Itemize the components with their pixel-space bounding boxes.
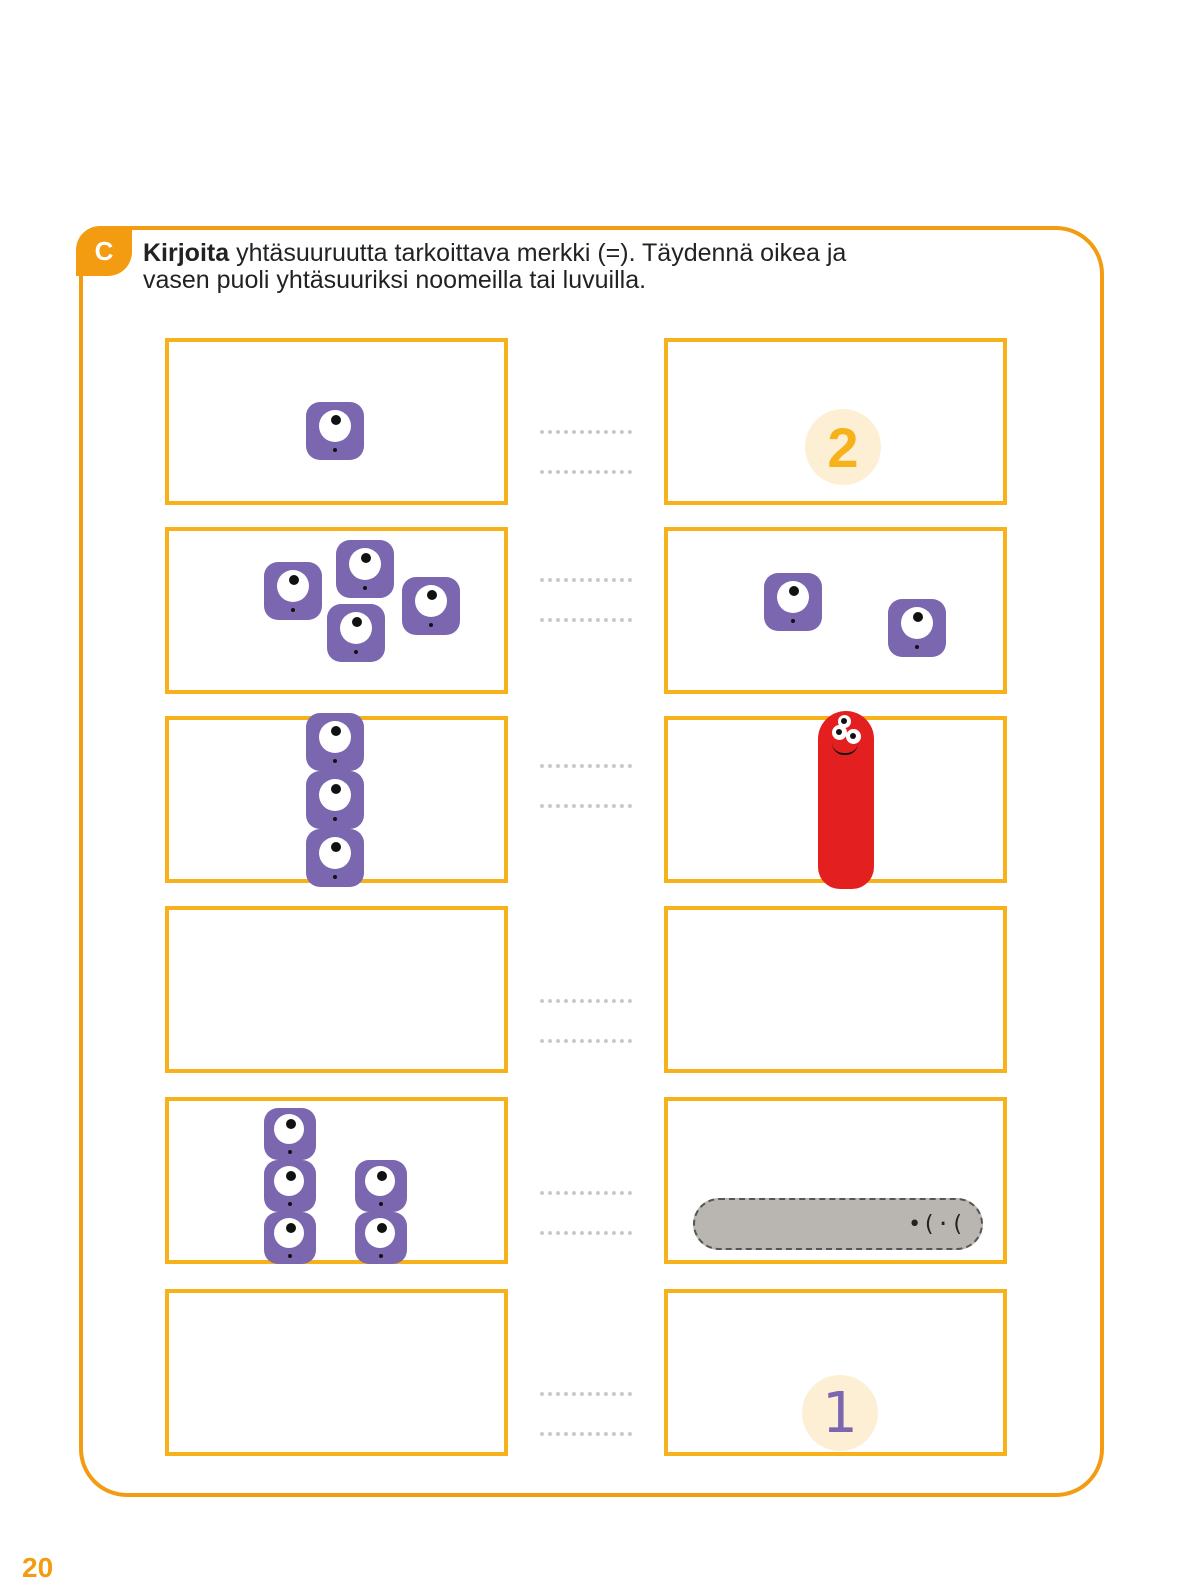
red-noom-icon <box>818 711 874 889</box>
purple-noom-icon <box>764 573 822 631</box>
row-4-answer-line-top[interactable] <box>540 999 632 1003</box>
row-6-answer-line-bottom[interactable] <box>540 1432 632 1436</box>
instruction-line-2: vasen puoli yhtäsuuriksi noomeilla tai luvuilla. <box>143 266 647 294</box>
purple-noom-icon <box>306 829 364 887</box>
row-4-answer-line-bottom[interactable] <box>540 1039 632 1043</box>
grey-noom-icon: •(·( <box>693 1198 983 1250</box>
purple-noom-icon <box>402 577 460 635</box>
purple-noom-icon <box>327 604 385 662</box>
row-1-answer-line-bottom[interactable] <box>540 470 632 474</box>
purple-noom-icon <box>306 402 364 460</box>
purple-noom-icon <box>888 599 946 657</box>
row-1-answer-line-top[interactable] <box>540 430 632 434</box>
number-2-circle: 2 <box>805 409 881 485</box>
purple-noom-icon <box>306 713 364 771</box>
purple-noom-icon <box>336 540 394 598</box>
instruction-bold-word: Kirjoita <box>143 239 230 267</box>
row-3-answer-line-top[interactable] <box>540 764 632 768</box>
row-5-left-box[interactable] <box>165 1097 508 1264</box>
row-2-answer-line-bottom[interactable] <box>540 618 632 622</box>
row-4-left-box[interactable] <box>165 906 508 1073</box>
purple-noom-icon <box>264 1212 316 1264</box>
exercise-instruction <box>143 240 1043 294</box>
purple-noom-icon <box>355 1160 407 1212</box>
row-5-answer-line-top[interactable] <box>540 1191 632 1195</box>
row-4-right-box[interactable] <box>664 906 1007 1073</box>
purple-noom-icon <box>264 562 322 620</box>
instruction-line-1: yhtäsuuruutta tarkoittava merkki (=). Täydennä oikea ja <box>229 239 847 267</box>
page-number: 20 <box>22 1552 54 1583</box>
row-2-right-box[interactable] <box>664 527 1007 694</box>
purple-noom-icon <box>264 1160 316 1212</box>
purple-noom-icon <box>306 771 364 829</box>
row-6-answer-line-top[interactable] <box>540 1392 632 1396</box>
row-2-answer-line-top[interactable] <box>540 578 632 582</box>
number-1-circle: 1 <box>802 1375 878 1451</box>
row-3-answer-line-bottom[interactable] <box>540 804 632 808</box>
purple-noom-icon <box>355 1212 407 1264</box>
exercise-letter-badge <box>76 226 132 276</box>
purple-noom-icon <box>264 1108 316 1160</box>
row-5-answer-line-bottom[interactable] <box>540 1231 632 1235</box>
row-6-left-box[interactable] <box>165 1289 508 1456</box>
exercise-letter: C <box>94 235 114 266</box>
